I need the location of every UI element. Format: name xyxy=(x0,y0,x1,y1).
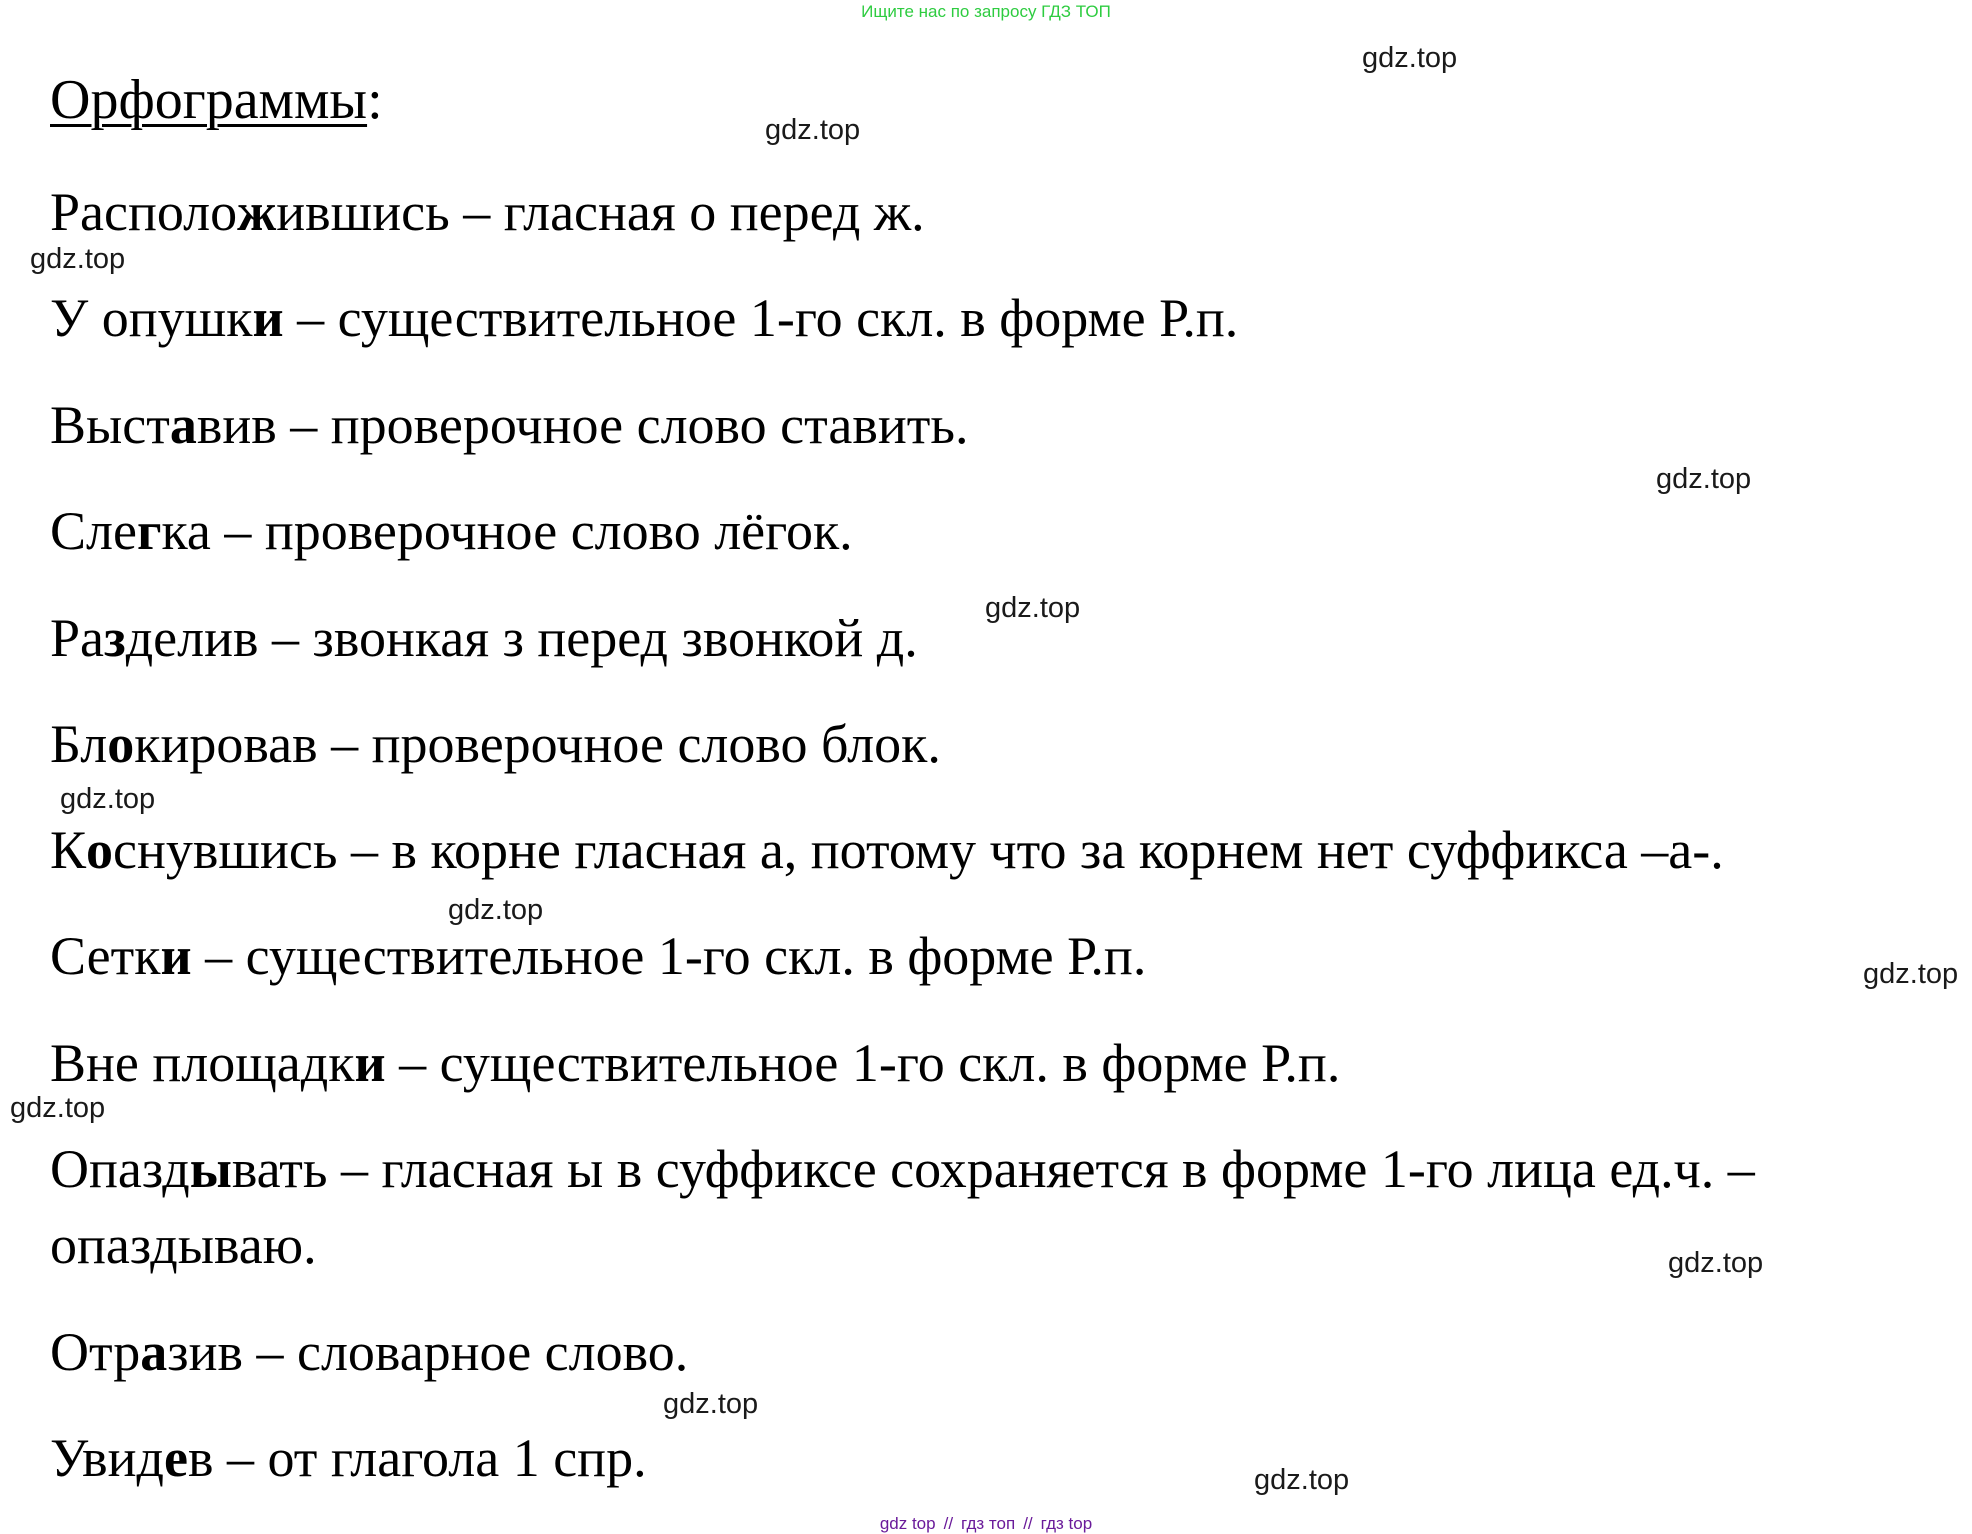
text-line xyxy=(50,493,853,569)
line-text: Выст xyxy=(50,395,170,455)
heading-colon: : xyxy=(367,69,383,131)
line-text: вать – гласная ы в суффиксе сохраняется в форме 1-го лица ед.ч. – xyxy=(231,1139,1755,1199)
footer-link[interactable]: гдз top xyxy=(1040,1514,1093,1533)
watermark: gdz.top xyxy=(663,1388,759,1420)
footer-link[interactable]: гдз топ xyxy=(961,1514,1016,1533)
top-banner: Ищите нас по запросу ГДЗ ТОП xyxy=(861,2,1111,21)
watermark: gdz.top xyxy=(1863,958,1959,990)
line-text: Вне площадк xyxy=(50,1033,355,1093)
text-line xyxy=(50,280,1238,356)
line-text: снувшись – в корне гласная а, потому что за корнем нет суффикса –а-. xyxy=(113,820,1724,880)
line-text: – существительное 1-го скл. в форме Р.п. xyxy=(191,926,1147,986)
highlighted-letter: а xyxy=(169,395,197,455)
highlighted-letter: ж xyxy=(237,182,277,242)
line-text: Сле xyxy=(50,501,137,561)
watermark: gdz.top xyxy=(448,894,544,926)
line-text: У опушк xyxy=(50,288,253,348)
line-text: Отр xyxy=(50,1322,141,1382)
text-line xyxy=(50,812,1724,888)
line-text: ившись – гласная о перед ж. xyxy=(276,182,925,242)
footer-link[interactable]: gdz top xyxy=(879,1514,936,1533)
watermark: gdz.top xyxy=(1668,1247,1764,1279)
watermark: gdz.top xyxy=(30,243,126,275)
footer-separator: // xyxy=(1023,1514,1033,1533)
text-line xyxy=(50,174,925,250)
watermark: gdz.top xyxy=(985,592,1081,624)
line-text: Опазд xyxy=(50,1139,190,1199)
line-text: делив – звонкая з перед звонкой д. xyxy=(125,608,918,668)
line-text: кировав – проверочное слово блок. xyxy=(134,714,941,774)
line-text: опаздываю. xyxy=(50,1215,317,1275)
line-text: Бл xyxy=(50,714,108,774)
line-text: в – от глагола 1 спр. xyxy=(187,1428,647,1488)
watermark: gdz.top xyxy=(1254,1464,1350,1496)
highlighted-letter: а xyxy=(140,1322,168,1382)
line-text: ка – проверочное слово лёгок. xyxy=(161,501,853,561)
line-text: зив – словарное слово. xyxy=(167,1322,689,1382)
page-title xyxy=(50,69,383,131)
highlighted-letter: и xyxy=(160,926,192,986)
text-line xyxy=(50,1025,1340,1101)
highlighted-letter: о xyxy=(86,820,114,880)
highlighted-letter: о xyxy=(107,714,135,774)
highlighted-letter: г xyxy=(136,501,162,561)
line-text: – существительное 1-го скл. в форме Р.п. xyxy=(385,1033,1341,1093)
watermark: gdz.top xyxy=(10,1092,106,1124)
text-line xyxy=(50,387,968,463)
highlighted-letter: е xyxy=(164,1428,188,1488)
highlighted-letter: з xyxy=(104,608,126,668)
watermark: gdz.top xyxy=(765,114,861,146)
text-line xyxy=(50,706,941,782)
text-line xyxy=(50,1131,1755,1207)
footer-separator: // xyxy=(943,1514,954,1533)
text-line xyxy=(50,1420,647,1496)
line-text: Располо xyxy=(50,182,238,242)
text-line xyxy=(50,1207,317,1283)
watermark: gdz.top xyxy=(1362,42,1458,74)
highlighted-letter: ы xyxy=(189,1139,232,1199)
watermark: gdz.top xyxy=(60,783,156,815)
line-text: Увид xyxy=(50,1428,165,1488)
line-text: К xyxy=(50,820,87,880)
text-line xyxy=(50,600,918,676)
line-text: – существительное 1-го скл. в форме Р.п. xyxy=(283,288,1239,348)
text-line xyxy=(50,918,1146,994)
footer-links xyxy=(0,1514,1972,1534)
watermark: gdz.top xyxy=(1656,463,1752,495)
text-line xyxy=(50,1314,688,1390)
heading-word: Орфограммы xyxy=(50,69,368,131)
highlighted-letter: и xyxy=(354,1033,386,1093)
line-text: вив – проверочное слово ставить. xyxy=(196,395,969,455)
line-text: Ра xyxy=(50,608,104,668)
highlighted-letter: и xyxy=(252,288,284,348)
line-text: Сетк xyxy=(50,926,161,986)
